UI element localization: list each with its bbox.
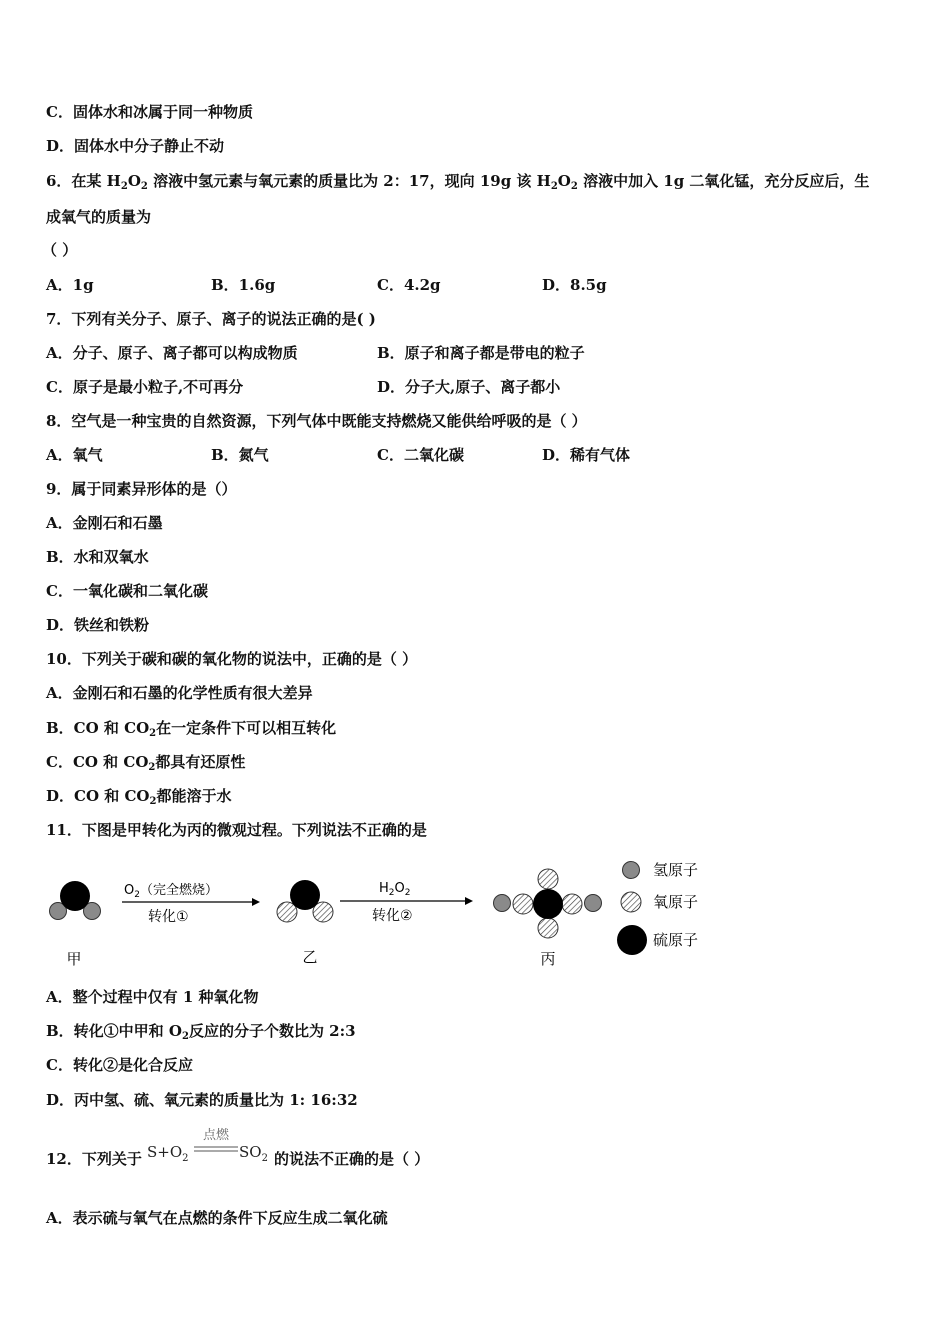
q6-option-c: C．4.2g — [377, 276, 441, 294]
subscript: 2 — [149, 728, 157, 739]
q9-stem: 9．属于同素异形体的是（） — [46, 480, 237, 498]
q10-option-b — [46, 718, 336, 744]
q7-option-c: C．原子是最小粒子,不可再分 — [46, 378, 244, 396]
arrow1-condition: $O_2$（完全燃烧） — [124, 883, 218, 900]
molecule-jia — [50, 881, 101, 920]
q6-answer-blank: （ ） — [42, 241, 78, 259]
q10-option-d — [46, 786, 231, 812]
arrow-conversion-2 — [340, 881, 473, 924]
subscript: 2 — [140, 181, 148, 192]
arrow2-label: 转化② — [372, 908, 413, 924]
q6-stem-text: 6．在某 H — [46, 172, 121, 190]
q6-stem — [46, 171, 869, 197]
legend-sulfur: 硫原子 — [653, 931, 699, 949]
sulfur-legend-icon — [617, 925, 647, 955]
option-text: 反应的分子个数比为 2:3 — [188, 1022, 356, 1040]
oxygen-atom — [513, 894, 533, 914]
q6-stem-text: 溶液中加入 1g 二氧化锰，充分反应后，生 — [577, 172, 870, 190]
equation-product: $SO_2$ — [239, 1143, 268, 1164]
hydrogen-atom — [585, 895, 602, 912]
sulfur-atom — [60, 881, 90, 911]
equation-reactants: $S+O_2$ — [147, 1143, 189, 1164]
q12-stem-prefix: 12．下列关于 — [46, 1150, 142, 1168]
q12-option-a: A．表示硫与氧气在点燃的条件下反应生成二氧化硫 — [46, 1209, 388, 1227]
arrow-conversion-1 — [122, 882, 260, 925]
option-text: C．CO 和 CO — [46, 753, 149, 771]
subscript: 2 — [181, 1031, 189, 1042]
q10-stem: 10．下列关于碳和碳的氧化物的说法中，正确的是（ ） — [46, 650, 418, 668]
q12-stem-suffix: 的说法不正确的是（ ） — [274, 1150, 430, 1168]
equation-condition: 点燃 — [202, 1128, 230, 1143]
q8-stem: 8．空气是一种宝贵的自然资源，下列气体中既能支持燃烧又能供给呼吸的是（ ） — [46, 412, 587, 430]
legend-hydrogen: 氢原子 — [653, 861, 699, 879]
q8-option-c: C．二氧化碳 — [377, 446, 464, 464]
hydrogen-legend-icon — [623, 862, 640, 879]
subscript: 2 — [550, 181, 558, 192]
q6-option-b: B．1.6g — [211, 276, 276, 294]
q8-option-b: B．氮气 — [211, 446, 269, 464]
q12-equation — [146, 1125, 276, 1169]
label-jia: 甲 — [66, 950, 82, 968]
q7-option-b: B．原子和离子都是带电的粒子 — [377, 344, 585, 362]
option-text: B．CO 和 CO — [46, 719, 150, 737]
q6-stem-text: O — [127, 172, 141, 190]
oxygen-atom — [538, 869, 558, 889]
q6-option-a: A．1g — [46, 276, 94, 294]
arrow2-condition: $H_2O_2$ — [379, 881, 411, 898]
option-text: 在一定条件下可以相互转化 — [156, 719, 337, 737]
option-text: 都能溶于水 — [156, 787, 232, 805]
oxygen-atom — [538, 918, 558, 938]
q6-stem-text: O — [557, 172, 571, 190]
q9-option-d: D．铁丝和铁粉 — [46, 616, 150, 634]
q11-option-c: C．转化②是化合反应 — [46, 1056, 193, 1074]
q7-option-a: A．分子、原子、离子都可以构成物质 — [46, 344, 298, 362]
option-text: D．CO 和 CO — [46, 787, 150, 805]
q8-option-a: A．氧气 — [46, 446, 103, 464]
molecule-yi — [277, 880, 333, 922]
q7-stem: 7．下列有关分子、原子、离子的说法正确的是( ) — [46, 310, 376, 328]
legend-oxygen: 氧原子 — [653, 893, 699, 911]
oxygen-atom — [562, 894, 582, 914]
q6-stem-line2: 成氧气的质量为 — [46, 208, 152, 226]
q9-option-c: C．一氧化碳和二氧化碳 — [46, 582, 208, 600]
subscript: 2 — [149, 796, 157, 807]
label-bing: 丙 — [540, 950, 556, 968]
arrow1-label: 转化① — [148, 909, 189, 925]
sulfur-atom — [290, 880, 320, 910]
molecule-bing — [494, 869, 602, 938]
subscript: 2 — [148, 762, 156, 773]
q8-option-d: D．稀有气体 — [542, 446, 631, 464]
q9-option-a: A．金刚石和石墨 — [46, 514, 163, 532]
q5-option-d: D．固体水中分子静止不动 — [46, 137, 225, 155]
q11-molecule-diagram — [40, 852, 740, 977]
q7-option-d: D．分子大,原子、离子都小 — [377, 378, 561, 396]
option-text: B．转化①中甲和 O — [46, 1022, 182, 1040]
q11-option-a: A．整个过程中仅有 1 种氧化物 — [46, 988, 259, 1006]
q6-option-d: D．8.5g — [542, 276, 607, 294]
option-text: 都具有还原性 — [155, 753, 246, 771]
diagram-legend — [617, 861, 698, 955]
q11-stem: 11．下图是甲转化为丙的微观过程。下列说法不正确的是 — [46, 821, 427, 839]
q9-option-b: B．水和双氧水 — [46, 548, 149, 566]
q11-option-b — [46, 1021, 356, 1047]
q5-option-c: C．固体水和冰属于同一种物质 — [46, 103, 253, 121]
label-yi: 乙 — [302, 948, 318, 966]
q6-stem-text: 溶液中氢元素与氧元素的质量比为 2：17，现向 19g 该 H — [147, 172, 551, 190]
q10-option-a: A．金刚石和石墨的化学性质有很大差异 — [46, 684, 313, 702]
subscript: 2 — [120, 181, 128, 192]
oxygen-legend-icon — [621, 892, 641, 912]
q11-option-d: D．丙中氢、硫、氧元素的质量比为 1: 16:32 — [46, 1091, 358, 1109]
subscript: 2 — [570, 181, 578, 192]
hydrogen-atom — [494, 895, 511, 912]
q10-option-c — [46, 752, 245, 778]
sulfur-atom — [533, 889, 563, 919]
